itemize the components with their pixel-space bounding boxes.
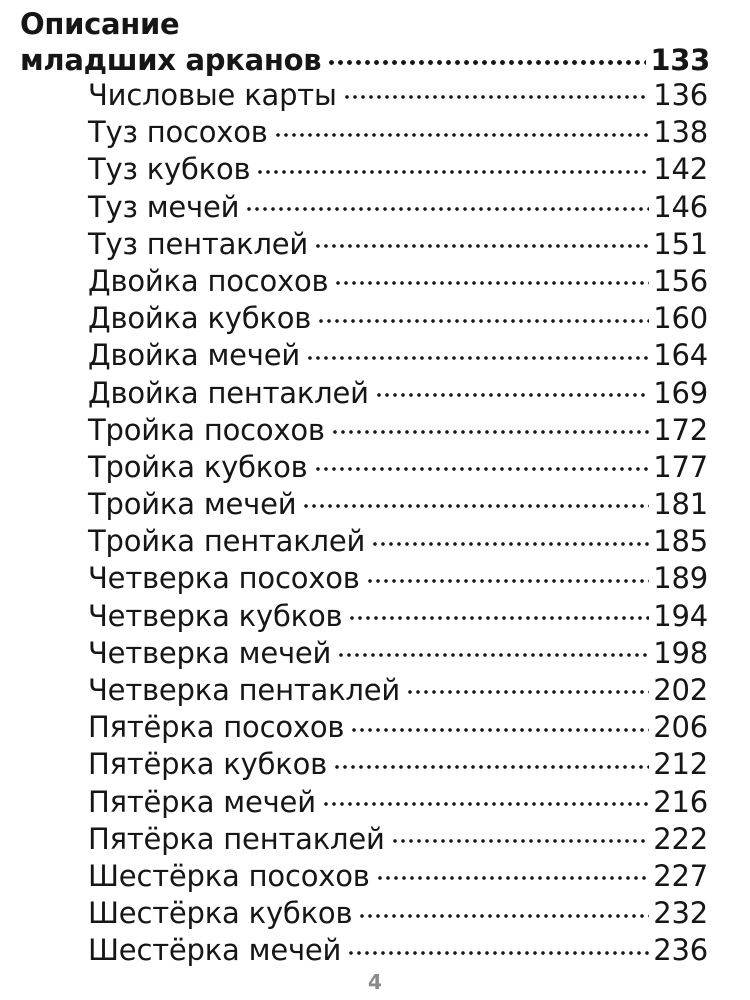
dot-leader	[375, 374, 649, 403]
toc-entry-label: Пятёрка посохов	[88, 710, 345, 745]
toc-entry	[88, 671, 708, 708]
toc-entry-page-number: 164	[653, 338, 708, 373]
dot-leader	[314, 448, 650, 477]
dot-leader	[337, 634, 649, 663]
toc-entry-label: Четверка кубков	[88, 598, 343, 633]
toc-entry	[88, 225, 708, 262]
toc-entry	[88, 634, 708, 671]
toc-entry-page-number: 202	[653, 673, 708, 707]
dot-leader	[314, 225, 649, 254]
toc-entry-label: Туз кубков	[88, 152, 251, 187]
toc-entry	[88, 448, 708, 485]
toc-entry-label: Пятёрка мечей	[88, 784, 316, 819]
dot-leader	[331, 411, 649, 440]
toc-entry-page-number: 136	[653, 78, 708, 112]
toc-entry-label: Шестёрка посохов	[88, 858, 370, 893]
dot-leader	[343, 76, 650, 105]
toc-entry-label: Туз пентаклей	[88, 226, 309, 261]
toc-entry	[88, 299, 708, 336]
dot-leader	[256, 150, 649, 179]
toc-entry	[88, 522, 708, 559]
toc-entry	[88, 931, 708, 968]
toc-entry-page-number: 212	[653, 747, 708, 782]
toc-entry-label: Двойка пентаклей	[88, 375, 369, 410]
dot-leader	[302, 485, 649, 514]
toc-entry-page-number: 172	[653, 412, 708, 447]
toc-entry-page-number: 206	[653, 710, 708, 745]
dot-leader	[347, 931, 649, 960]
toc-entry-label: Туз мечей	[88, 189, 240, 224]
page-folio: 4	[368, 970, 382, 994]
toc-entry	[88, 894, 708, 931]
toc-entry-page-number: 169	[653, 375, 708, 410]
toc-entry	[88, 485, 708, 522]
toc-entry	[88, 411, 708, 448]
toc-entry	[88, 150, 708, 187]
toc-entry-page-number: 177	[653, 449, 708, 484]
toc-entry	[88, 559, 708, 596]
toc-entry-label: Туз посохов	[88, 115, 268, 150]
section-heading	[20, 8, 710, 77]
toc-entry-label: Тройка посохов	[88, 412, 325, 447]
toc-entry-page-number: 151	[653, 226, 708, 261]
toc-entry	[88, 783, 708, 820]
toc-entry	[88, 708, 708, 745]
toc-entry-label: Двойка мечей	[88, 338, 300, 373]
toc-entry-page-number: 222	[653, 821, 708, 856]
toc-entry	[88, 336, 708, 373]
toc-entry-label: Пятёрка пентаклей	[88, 821, 385, 856]
toc-entry-label: Двойка кубков	[88, 301, 312, 336]
toc-entry-label: Четверка посохов	[88, 561, 360, 596]
dot-leader	[317, 299, 649, 328]
toc-entry-label: Четверка пентаклей	[88, 673, 401, 707]
toc-entry-label: Тройка мечей	[88, 487, 297, 522]
toc-entry-page-number: 185	[653, 524, 708, 559]
toc-entry-page-number: 216	[653, 784, 708, 819]
dot-leader	[366, 559, 650, 588]
toc-entry-page-number: 227	[653, 858, 708, 893]
toc-entry	[88, 597, 708, 634]
toc-entry	[88, 262, 708, 299]
dot-leader	[350, 708, 649, 737]
toc-entry-label: Четверка мечей	[88, 635, 332, 670]
dot-leader	[371, 522, 649, 551]
toc-entry-label: Шестёрка мечей	[88, 933, 342, 968]
dot-leader	[333, 745, 649, 774]
dot-leader	[274, 113, 650, 142]
toc-entry-page-number: 142	[653, 152, 708, 187]
toc-entry-label: Пятёрка кубков	[88, 747, 328, 782]
toc-entry-label: Двойка посохов	[88, 263, 329, 298]
toc-entry-label: Тройка кубков	[88, 449, 308, 484]
dot-leader	[327, 41, 646, 70]
dot-leader	[245, 188, 649, 217]
toc-entry-label: Числовые карты	[88, 78, 337, 112]
dot-leader	[348, 597, 649, 626]
toc-entry	[88, 820, 708, 857]
toc-entry-page-number: 160	[653, 301, 708, 336]
toc-entry-page-number: 194	[653, 598, 708, 633]
section-title-line1: Описание	[20, 7, 180, 41]
dot-leader	[334, 262, 649, 291]
toc-entry-page-number: 198	[653, 635, 708, 670]
dot-leader	[406, 671, 649, 700]
toc-entry-page-number: 189	[653, 561, 708, 596]
toc-entry-label: Шестёрка кубков	[88, 896, 353, 931]
dot-leader	[376, 857, 650, 886]
toc-entry	[88, 374, 708, 411]
toc-entry	[88, 76, 708, 113]
section-page-number: 133	[650, 43, 710, 77]
toc-entry-page-number: 181	[653, 487, 708, 522]
section-title-line2: младших арканов	[20, 43, 322, 77]
toc-entry-page-number: 156	[653, 263, 708, 298]
toc-entry	[88, 113, 708, 150]
dot-leader	[322, 783, 649, 812]
toc-entry	[88, 857, 708, 894]
toc-entry	[88, 745, 708, 782]
dot-leader	[391, 820, 650, 849]
toc-entry-label: Тройка пентаклей	[88, 524, 366, 559]
section-title-row	[20, 41, 710, 77]
toc-entry-page-number: 232	[653, 896, 708, 931]
dot-leader	[306, 336, 649, 365]
toc-entry-page-number: 138	[653, 115, 708, 150]
toc-entry-list	[88, 76, 708, 969]
toc-entry-page-number: 236	[653, 933, 708, 968]
toc-entry	[88, 188, 708, 225]
toc-entry-page-number: 146	[653, 189, 708, 224]
dot-leader	[358, 894, 649, 923]
